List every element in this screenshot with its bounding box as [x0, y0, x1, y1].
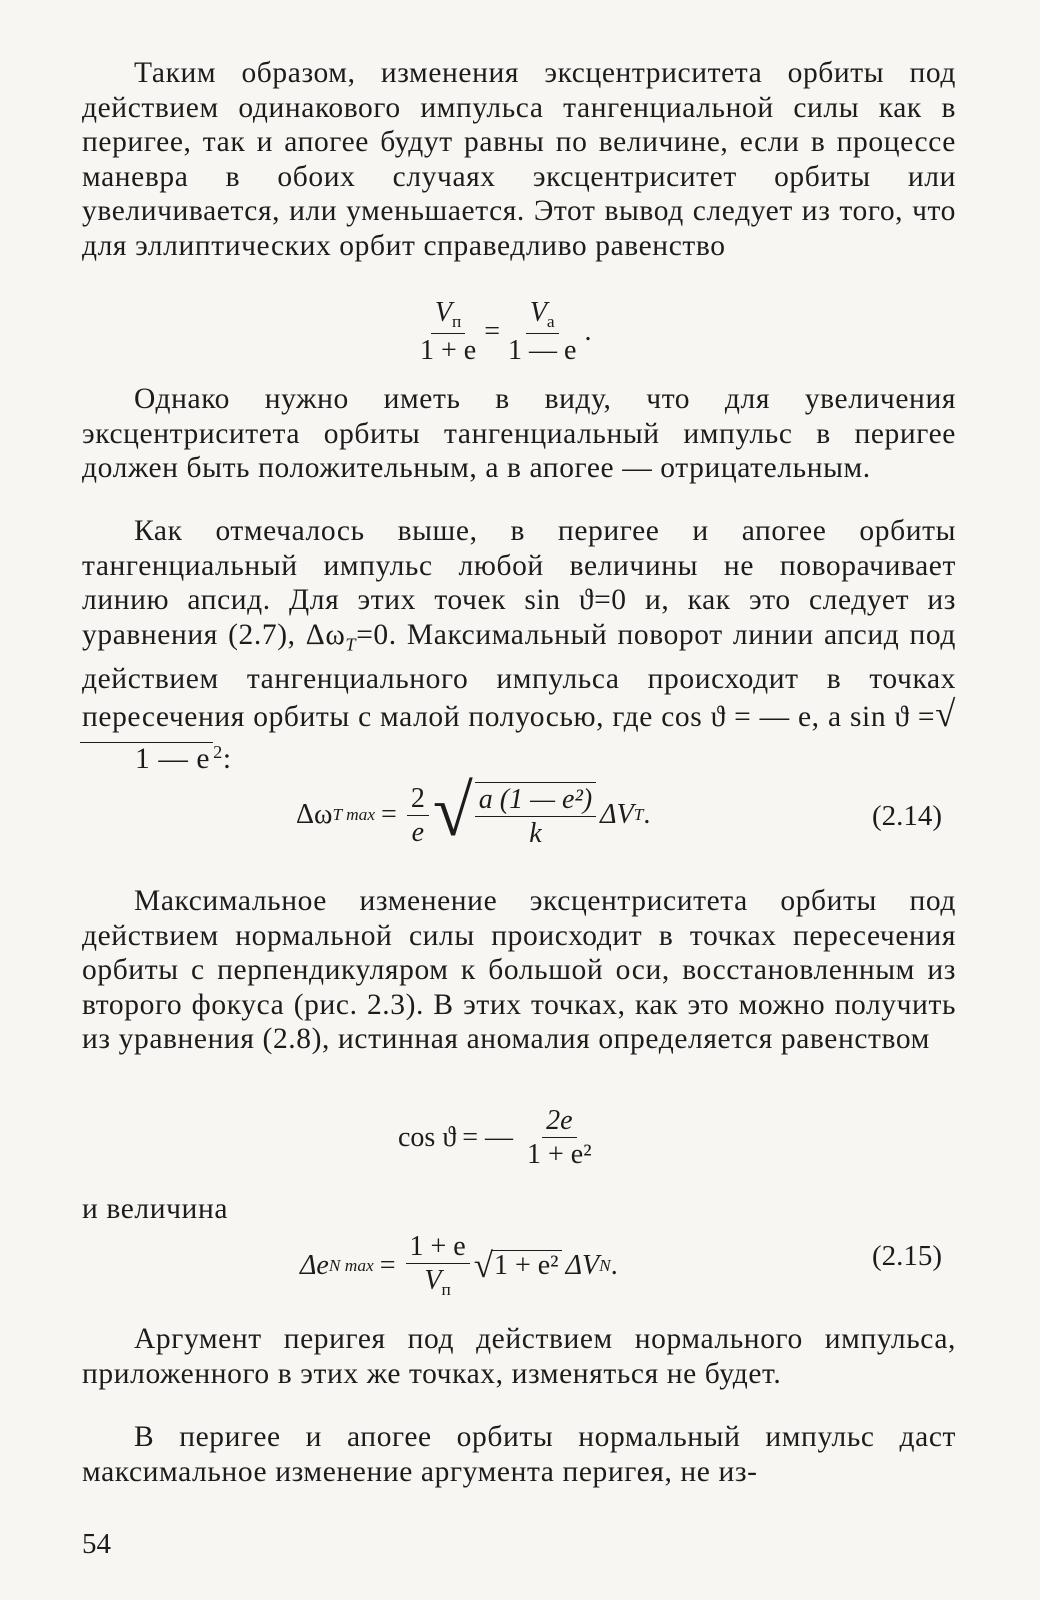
paragraph-2: Однако нужно иметь в виду, что для увеличения эксцентриситета орбиты тангенциальный импульс в перигее должен быть положительным, а в апогее — отрицательным. [82, 383, 956, 485]
paragraph-5: и величина [82, 1193, 229, 1225]
paragraph-6: Аргумент перигея под действием нормального импульса, приложенного в этих же точках, изменяться не будет. [82, 1323, 956, 1390]
paragraph-3: Как отмечалось выше, в перигее и апогее орбиты тангенциальный импульс любой величины не поворачивает линию апсид. Для этих точек sin ϑ=0 и, как это следует из уравнения (2.7), $\Delta\omega_T=0$. Максимальный поворот линии апсид под действием тангенциального импульса происходит в точках пересечения орбиты с малой полуосью, где cos ϑ = — e, а sin ϑ =√1 — e $^2$: [82, 515, 957, 775]
equation-number-2-15: (2.15) [872, 1240, 943, 1272]
formula-2-14: Δω T max = $\frac{2}{e}$ √ $\frac{\text{a (1 — e²)}}{k}$ ΔV T . [296, 770, 651, 852]
fraction-apogee: $\frac{V_а}{1 — e}$ [508, 297, 577, 367]
formula-2-15: Δe N max = $\frac{1 + e}{V_п}$ √ 1 + e² ΔV N . [300, 1231, 618, 1300]
formula-velocity-equality: $\frac{V_п}{1 + e}$ = $\frac{V_а}{1 — e}$ . [412, 298, 591, 366]
fraction-perigee: $\frac{V_п}{1 + e}$ [420, 297, 477, 367]
sqrt-symbol: √ [432, 770, 473, 852]
paragraph-7: В перигее и апогее орбиты нормальный импульс даст максимальное изменение аргумента перигея, не из- [82, 1421, 956, 1488]
paragraph-1: Таким образом, изменения эксцентриситета орбиты под действием одинакового импульса тангенциальной силы как в перигее, так и апогее будут равны по величине, если в процессе маневра в обоих случаях эксцентриситет орбиты или увеличивается, или уменьшается. Этот вывод следует из того, что для эллиптических орбит справедливо равенство [82, 57, 956, 262]
sqrt-symbol: √ [935, 693, 956, 735]
formula-true-anomaly: cos ϑ = — $\frac{2e}{\text{1 + e²}}$ [398, 1105, 592, 1171]
equation-number-2-14: (2.14) [872, 800, 943, 832]
page-number: 54 [82, 1528, 111, 1560]
sqrt-symbol: √ [473, 1246, 493, 1286]
paragraph-4: Максимальное изменение эксцентриситета орбиты под действием нормальной силы происходит в точках пересечения орбиты с перпендикуляром к большой оси, восстановленным из второго фокуса (рис. 2.3). В этих точках, как это можно получить из уравнения (2.8), истинная аномалия определяется равенством [82, 885, 956, 1056]
